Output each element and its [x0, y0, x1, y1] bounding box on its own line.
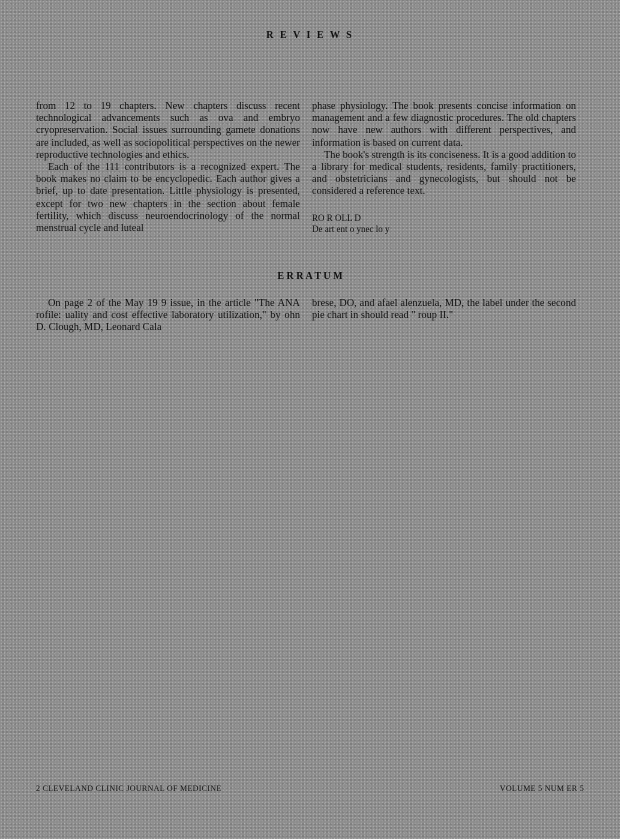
review-paragraph: Each of the 111 contributors is a recognized expert. The book makes no claim to be encyclopedic. Each author gives a brief, up to date presentation. Little physiology is presented, except for two new chapters in the section about female fertility, which discuss neuroendocrinology of the normal menstrual cycle and luteal	[36, 162, 300, 235]
erratum-right-column	[312, 298, 576, 322]
erratum-left-column	[36, 298, 300, 335]
erratum-text: On page 2 of the May 19 9 issue, in the article "The ANA rofile: uality and cost effective laboratory utilization," by ohn D. Clough, MD, Leonard Cala	[36, 298, 300, 334]
review-paragraph: from 12 to 19 chapters. New chapters discuss recent technological advancements such as ova and embryo cryopreservation. Social issues surrounding gamete donations are included, as well as sociopolitical perspectives on the newer reproductive technologies and ethics.	[36, 101, 300, 161]
review-paragraph: phase physiology. The book presents concise information on management and a few diagnostic procedures. The old chapters now have new authors with different perspectives, and information is based on current data.	[312, 101, 576, 149]
erratum-text: brese, DO, and afael alenzuela, MD, the label under the second pie chart in should read " roup II."	[312, 298, 576, 322]
review-right-column	[312, 101, 576, 235]
review-paragraph: The book's strength is its conciseness. It is a good addition to a library for medical students, residents, family practitioners, and obstetricians and gynecologists, but should not be considered a reference text.	[312, 149, 576, 198]
reviewer-affiliation: De art ent o ynec lo y	[312, 223, 390, 234]
footer-volume-number: VOLUME 5 NUM ER 5	[499, 784, 584, 793]
reviewer-name: RO R OLL D	[312, 212, 361, 223]
footer-journal-title: 2 CLEVELAND CLINIC JOURNAL OF MEDICINE	[36, 784, 222, 793]
running-head: R E V I E W S	[266, 30, 354, 41]
review-left-column	[36, 101, 300, 235]
erratum-heading: E R R A T U M	[277, 271, 343, 282]
